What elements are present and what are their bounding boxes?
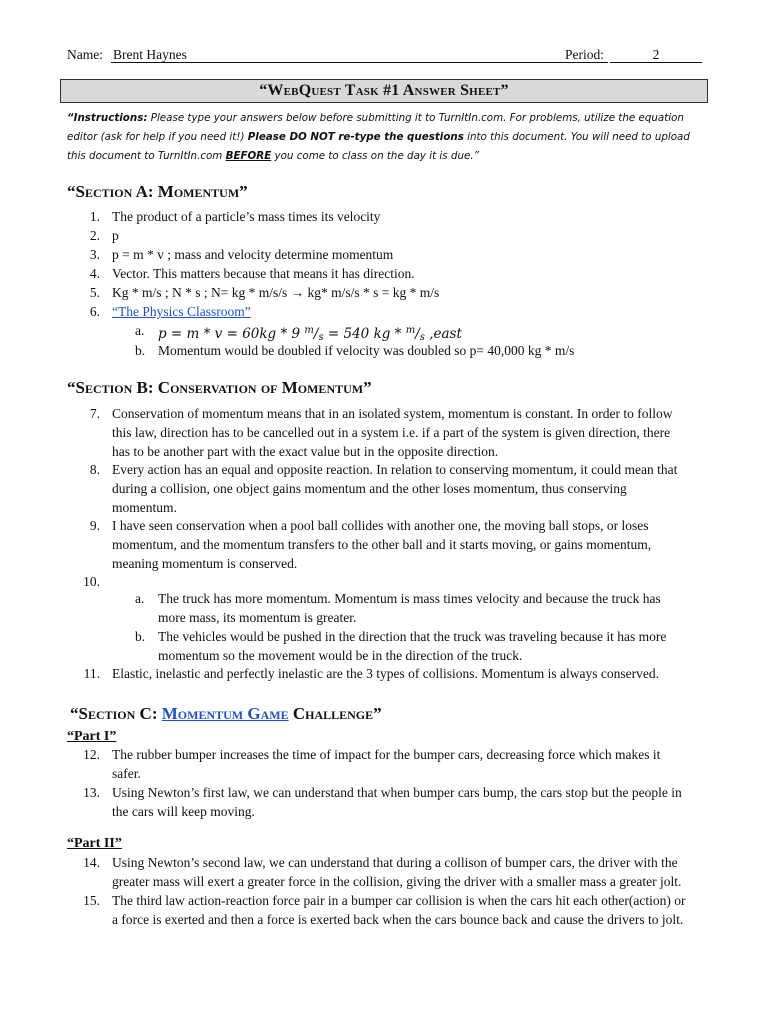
item-number: 6. — [89, 304, 100, 319]
item-number: 11. — [83, 666, 100, 681]
item-text: The product of a particle’s mass times its velocity — [112, 209, 381, 224]
instructions-lead: “Instructions: — [67, 112, 148, 124]
item-text: Every action has an equal and opposite reaction. In relation to conserving momentum, it could mean that during a collision, one object gains momentum and the other loses momentum, thus conserving momentum. — [112, 462, 678, 515]
sub-letter: a. — [135, 323, 145, 338]
item-text: Using Newton’s first law, we can understand that when bumper cars bump, the cars stop but the people in the cars will keep moving. — [112, 785, 682, 819]
section-c-heading: “Section C: Momentum Game Challenge” — [70, 704, 382, 723]
item-number: 7. — [89, 406, 100, 421]
item-text: The third law action-reaction force pair in a bumper car collision is when the cars hit each other(action) or a force is exerted and then a force is exerted back when the cars bounce back and cause the drivers to jolt. — [112, 893, 686, 927]
section-b-heading: “Section B: Conservation of Momentum” — [67, 378, 372, 397]
instructions — [67, 109, 707, 166]
instructions-part1: Please type your answers below before submitting it to TurnItIn.com. For problems, utilize the equation editor (ask for help if you need it!) — [67, 112, 684, 143]
item-text: Using Newton’s second law, we can understand that during a collison of bumper cars, the driver with the greater mass will exert a greater force in the collision, giving the driver with a smaller mass a greater jolt. — [112, 855, 682, 889]
name-field[interactable] — [111, 47, 608, 63]
item-number: 12. — [83, 747, 100, 762]
instructions-bold: Please DO NOT re-type the questions — [247, 131, 464, 143]
instructions-part3: you come to class on the day it is due.” — [271, 150, 479, 162]
item-text: p = m * v ; mass and velocity determine momentum — [112, 247, 394, 262]
physics-classroom-link[interactable]: “The Physics Classroom” — [112, 304, 251, 319]
section-a-heading: “Section A: Momentum” — [67, 182, 248, 201]
name-label: Name: — [67, 47, 103, 62]
item-number: 1. — [89, 209, 100, 224]
item-number: 15. — [83, 893, 100, 908]
instructions-part2: into this document. You will need to upload this document to TurnItIn.com — [67, 131, 690, 162]
instructions-before: BEFORE — [225, 150, 272, 162]
sub-letter: b. — [135, 343, 146, 358]
item-number: 2. — [89, 228, 100, 243]
sub-text: The vehicles would be pushed in the direction that the truck was traveling because it has more momentum so the movement would be in the direction of the truck. — [158, 629, 667, 663]
item-number: 5. — [89, 285, 100, 300]
period-field[interactable]: 2 — [610, 47, 702, 63]
item-text: Vector. This matters because that means it has direction. — [112, 266, 415, 281]
part-ii-heading: “Part II” — [67, 836, 122, 851]
part-i-heading: “Part I” — [67, 729, 117, 744]
item-number: 8. — [89, 462, 100, 477]
item-number: 9. — [89, 518, 100, 533]
item-number: 14. — [83, 855, 100, 870]
momentum-game-link[interactable]: Momentum Game — [161, 704, 289, 723]
item-text: The rubber bumper increases the time of impact for the bumper cars, decreasing force which makes it safer. — [112, 747, 661, 781]
item-text: Kg * m/s ; N * s ; N= kg * m/s/s → kg* m/s/s * s = kg * m/s — [112, 285, 440, 300]
item-text: Conservation of momentum means that in an isolated system, momentum is constant. In order to follow this law, direction has to be cancelled out in a system i.e. if a part of the system is given direction, there has to be another part with the exact value but in the opposite direction. — [112, 406, 673, 459]
momentum-equation: p = m * v = 60kg * 9 $^m$/s = 540 kg * $^m$/s ,east — [158, 325, 462, 343]
item-number: 4. — [89, 266, 100, 281]
page-title: “WebQuest Task #1 Answer Sheet” — [60, 79, 708, 103]
item-number: 10. — [83, 574, 100, 589]
sub-text: The truck has more momentum. Momentum is mass times velocity and because the truck has more mass, its momentum is greater. — [158, 591, 661, 625]
header-row — [67, 47, 702, 65]
sub-letter: b. — [135, 629, 146, 644]
item-text: I have seen conservation when a pool ball collides with another one, the moving ball stops, or loses momentum, and the momentum transfers to the other ball and it starts moving, or gains momentum, meaning momentum is conserved. — [112, 518, 652, 571]
item-text: p — [112, 228, 119, 243]
item-text: Elastic, inelastic and perfectly inelastic are the 3 types of collisions. Momentum is always conserved. — [112, 666, 659, 681]
item-number: 13. — [83, 785, 100, 800]
item-number: 3. — [89, 247, 100, 262]
name-value: Brent Haynes — [113, 47, 187, 62]
sub-text: Momentum would be doubled if velocity was doubled so p= 40,000 kg * m/s — [158, 343, 575, 358]
period-label: Period: — [565, 47, 604, 62]
sub-letter: a. — [135, 591, 145, 606]
